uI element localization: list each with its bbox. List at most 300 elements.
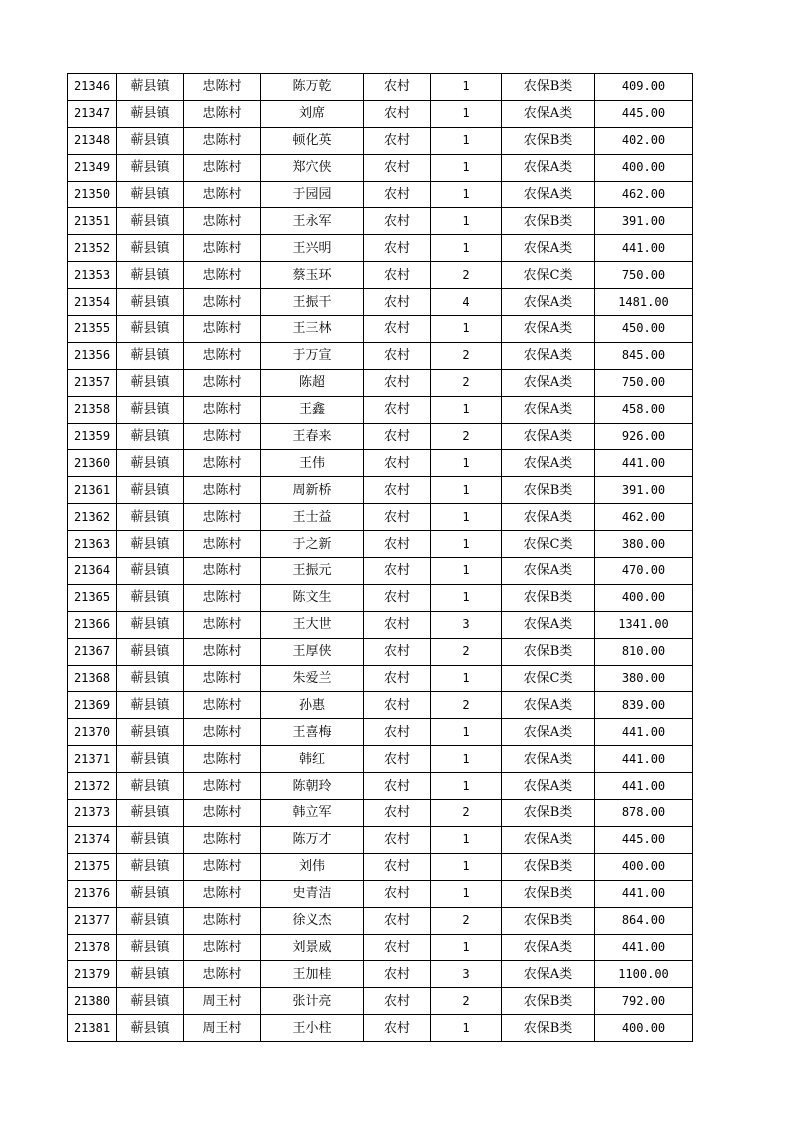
insurance-type-cell: 农保A类 <box>502 369 595 396</box>
table-row <box>68 584 693 611</box>
name-cell: 王鑫 <box>261 396 364 423</box>
serial-cell: 21374 <box>68 826 117 853</box>
village-cell: 周王村 <box>184 988 261 1015</box>
name-cell: 韩红 <box>261 746 364 773</box>
amount-cell: 1100.00 <box>595 961 693 988</box>
village-cell: 忠陈村 <box>184 719 261 746</box>
town-cell: 蕲县镇 <box>117 665 184 692</box>
town-cell: 蕲县镇 <box>117 423 184 450</box>
member-count-cell: 2 <box>431 907 502 934</box>
member-count-cell: 1 <box>431 934 502 961</box>
amount-cell: 810.00 <box>595 638 693 665</box>
table-row <box>68 342 693 369</box>
village-cell: 忠陈村 <box>184 74 261 101</box>
records-table <box>67 73 693 1042</box>
insurance-type-cell: 农保A类 <box>502 504 595 531</box>
member-count-cell: 1 <box>431 100 502 127</box>
name-cell: 史青洁 <box>261 880 364 907</box>
table-row <box>68 423 693 450</box>
insurance-type-cell: 农保A类 <box>502 934 595 961</box>
household-type-cell: 农村 <box>364 531 431 558</box>
member-count-cell: 1 <box>431 181 502 208</box>
insurance-type-cell: 农保A类 <box>502 961 595 988</box>
table-row <box>68 907 693 934</box>
table-row <box>68 746 693 773</box>
serial-cell: 21347 <box>68 100 117 127</box>
town-cell: 蕲县镇 <box>117 100 184 127</box>
village-cell: 忠陈村 <box>184 289 261 316</box>
member-count-cell: 1 <box>431 450 502 477</box>
member-count-cell: 2 <box>431 692 502 719</box>
household-type-cell: 农村 <box>364 692 431 719</box>
town-cell: 蕲县镇 <box>117 826 184 853</box>
insurance-type-cell: 农保B类 <box>502 208 595 235</box>
member-count-cell: 1 <box>431 853 502 880</box>
town-cell: 蕲县镇 <box>117 127 184 154</box>
name-cell: 徐义杰 <box>261 907 364 934</box>
name-cell: 于万宣 <box>261 342 364 369</box>
insurance-type-cell: 农保C类 <box>502 262 595 289</box>
amount-cell: 400.00 <box>595 154 693 181</box>
amount-cell: 380.00 <box>595 531 693 558</box>
amount-cell: 845.00 <box>595 342 693 369</box>
household-type-cell: 农村 <box>364 154 431 181</box>
serial-cell: 21379 <box>68 961 117 988</box>
table-row <box>68 477 693 504</box>
town-cell: 蕲县镇 <box>117 262 184 289</box>
town-cell: 蕲县镇 <box>117 450 184 477</box>
member-count-cell: 4 <box>431 289 502 316</box>
insurance-type-cell: 农保B类 <box>502 477 595 504</box>
table-row <box>68 262 693 289</box>
household-type-cell: 农村 <box>364 127 431 154</box>
name-cell: 王三林 <box>261 316 364 343</box>
name-cell: 孙惠 <box>261 692 364 719</box>
table-row <box>68 1015 693 1042</box>
household-type-cell: 农村 <box>364 316 431 343</box>
serial-cell: 21369 <box>68 692 117 719</box>
household-type-cell: 农村 <box>364 773 431 800</box>
table-row <box>68 531 693 558</box>
village-cell: 忠陈村 <box>184 369 261 396</box>
amount-cell: 792.00 <box>595 988 693 1015</box>
town-cell: 蕲县镇 <box>117 316 184 343</box>
name-cell: 陈万乾 <box>261 74 364 101</box>
insurance-type-cell: 农保A类 <box>502 558 595 585</box>
village-cell: 忠陈村 <box>184 423 261 450</box>
serial-cell: 21350 <box>68 181 117 208</box>
member-count-cell: 2 <box>431 262 502 289</box>
village-cell: 忠陈村 <box>184 558 261 585</box>
serial-cell: 21359 <box>68 423 117 450</box>
household-type-cell: 农村 <box>364 934 431 961</box>
town-cell: 蕲县镇 <box>117 907 184 934</box>
member-count-cell: 2 <box>431 342 502 369</box>
member-count-cell: 2 <box>431 800 502 827</box>
serial-cell: 21377 <box>68 907 117 934</box>
amount-cell: 400.00 <box>595 584 693 611</box>
town-cell: 蕲县镇 <box>117 181 184 208</box>
town-cell: 蕲县镇 <box>117 988 184 1015</box>
name-cell: 于园园 <box>261 181 364 208</box>
household-type-cell: 农村 <box>364 826 431 853</box>
insurance-type-cell: 农保B类 <box>502 907 595 934</box>
name-cell: 张计亮 <box>261 988 364 1015</box>
amount-cell: 441.00 <box>595 773 693 800</box>
serial-cell: 21349 <box>68 154 117 181</box>
village-cell: 忠陈村 <box>184 235 261 262</box>
serial-cell: 21371 <box>68 746 117 773</box>
town-cell: 蕲县镇 <box>117 235 184 262</box>
amount-cell: 441.00 <box>595 880 693 907</box>
amount-cell: 864.00 <box>595 907 693 934</box>
member-count-cell: 1 <box>431 746 502 773</box>
name-cell: 王加桂 <box>261 961 364 988</box>
town-cell: 蕲县镇 <box>117 154 184 181</box>
village-cell: 周王村 <box>184 1015 261 1042</box>
village-cell: 忠陈村 <box>184 127 261 154</box>
table-row <box>68 611 693 638</box>
insurance-type-cell: 农保A类 <box>502 423 595 450</box>
town-cell: 蕲县镇 <box>117 692 184 719</box>
town-cell: 蕲县镇 <box>117 531 184 558</box>
table-row <box>68 100 693 127</box>
table-row <box>68 396 693 423</box>
insurance-type-cell: 农保B类 <box>502 638 595 665</box>
amount-cell: 380.00 <box>595 665 693 692</box>
serial-cell: 21351 <box>68 208 117 235</box>
village-cell: 忠陈村 <box>184 450 261 477</box>
insurance-type-cell: 农保A类 <box>502 154 595 181</box>
member-count-cell: 1 <box>431 880 502 907</box>
amount-cell: 400.00 <box>595 853 693 880</box>
table-row <box>68 773 693 800</box>
member-count-cell: 1 <box>431 773 502 800</box>
insurance-type-cell: 农保A类 <box>502 692 595 719</box>
member-count-cell: 2 <box>431 988 502 1015</box>
table-row <box>68 127 693 154</box>
town-cell: 蕲县镇 <box>117 342 184 369</box>
household-type-cell: 农村 <box>364 262 431 289</box>
member-count-cell: 1 <box>431 316 502 343</box>
serial-cell: 21368 <box>68 665 117 692</box>
town-cell: 蕲县镇 <box>117 746 184 773</box>
table-row <box>68 719 693 746</box>
amount-cell: 750.00 <box>595 369 693 396</box>
insurance-type-cell: 农保B类 <box>502 1015 595 1042</box>
table-row <box>68 208 693 235</box>
amount-cell: 445.00 <box>595 826 693 853</box>
name-cell: 王喜梅 <box>261 719 364 746</box>
village-cell: 忠陈村 <box>184 262 261 289</box>
household-type-cell: 农村 <box>364 181 431 208</box>
village-cell: 忠陈村 <box>184 181 261 208</box>
insurance-type-cell: 农保B类 <box>502 74 595 101</box>
serial-cell: 21381 <box>68 1015 117 1042</box>
amount-cell: 445.00 <box>595 100 693 127</box>
table-row <box>68 558 693 585</box>
insurance-type-cell: 农保A类 <box>502 396 595 423</box>
town-cell: 蕲县镇 <box>117 504 184 531</box>
serial-cell: 21362 <box>68 504 117 531</box>
serial-cell: 21346 <box>68 74 117 101</box>
village-cell: 忠陈村 <box>184 746 261 773</box>
insurance-type-cell: 农保B类 <box>502 988 595 1015</box>
table-row <box>68 665 693 692</box>
table-row <box>68 826 693 853</box>
household-type-cell: 农村 <box>364 746 431 773</box>
serial-cell: 21355 <box>68 316 117 343</box>
household-type-cell: 农村 <box>364 342 431 369</box>
member-count-cell: 1 <box>431 558 502 585</box>
table-row <box>68 504 693 531</box>
table-body <box>68 74 693 1042</box>
insurance-type-cell: 农保B类 <box>502 853 595 880</box>
serial-cell: 21348 <box>68 127 117 154</box>
insurance-type-cell: 农保A类 <box>502 181 595 208</box>
town-cell: 蕲县镇 <box>117 558 184 585</box>
name-cell: 蔡玉环 <box>261 262 364 289</box>
name-cell: 陈万才 <box>261 826 364 853</box>
village-cell: 忠陈村 <box>184 800 261 827</box>
name-cell: 王振元 <box>261 558 364 585</box>
household-type-cell: 农村 <box>364 477 431 504</box>
village-cell: 忠陈村 <box>184 342 261 369</box>
name-cell: 周新桥 <box>261 477 364 504</box>
serial-cell: 21357 <box>68 369 117 396</box>
member-count-cell: 3 <box>431 611 502 638</box>
amount-cell: 926.00 <box>595 423 693 450</box>
name-cell: 顿化英 <box>261 127 364 154</box>
table-row <box>68 961 693 988</box>
village-cell: 忠陈村 <box>184 477 261 504</box>
serial-cell: 21375 <box>68 853 117 880</box>
village-cell: 忠陈村 <box>184 611 261 638</box>
name-cell: 郑穴侠 <box>261 154 364 181</box>
household-type-cell: 农村 <box>364 719 431 746</box>
serial-cell: 21367 <box>68 638 117 665</box>
amount-cell: 1341.00 <box>595 611 693 638</box>
amount-cell: 839.00 <box>595 692 693 719</box>
member-count-cell: 2 <box>431 369 502 396</box>
insurance-type-cell: 农保B类 <box>502 584 595 611</box>
member-count-cell: 1 <box>431 1015 502 1042</box>
table-row <box>68 369 693 396</box>
serial-cell: 21378 <box>68 934 117 961</box>
household-type-cell: 农村 <box>364 369 431 396</box>
member-count-cell: 1 <box>431 504 502 531</box>
table-row <box>68 800 693 827</box>
table-row <box>68 692 693 719</box>
household-type-cell: 农村 <box>364 800 431 827</box>
household-type-cell: 农村 <box>364 208 431 235</box>
name-cell: 韩立军 <box>261 800 364 827</box>
name-cell: 陈文生 <box>261 584 364 611</box>
amount-cell: 441.00 <box>595 719 693 746</box>
serial-cell: 21366 <box>68 611 117 638</box>
town-cell: 蕲县镇 <box>117 584 184 611</box>
village-cell: 忠陈村 <box>184 504 261 531</box>
serial-cell: 21356 <box>68 342 117 369</box>
household-type-cell: 农村 <box>364 880 431 907</box>
name-cell: 王士益 <box>261 504 364 531</box>
member-count-cell: 1 <box>431 665 502 692</box>
table-row <box>68 880 693 907</box>
town-cell: 蕲县镇 <box>117 611 184 638</box>
member-count-cell: 1 <box>431 208 502 235</box>
member-count-cell: 1 <box>431 584 502 611</box>
insurance-type-cell: 农保B类 <box>502 800 595 827</box>
name-cell: 刘景威 <box>261 934 364 961</box>
household-type-cell: 农村 <box>364 74 431 101</box>
household-type-cell: 农村 <box>364 961 431 988</box>
table-row <box>68 316 693 343</box>
amount-cell: 441.00 <box>595 746 693 773</box>
serial-cell: 21352 <box>68 235 117 262</box>
amount-cell: 441.00 <box>595 450 693 477</box>
village-cell: 忠陈村 <box>184 907 261 934</box>
member-count-cell: 1 <box>431 74 502 101</box>
name-cell: 王大世 <box>261 611 364 638</box>
name-cell: 王兴明 <box>261 235 364 262</box>
name-cell: 王厚侠 <box>261 638 364 665</box>
village-cell: 忠陈村 <box>184 638 261 665</box>
member-count-cell: 1 <box>431 127 502 154</box>
insurance-type-cell: 农保A类 <box>502 826 595 853</box>
insurance-type-cell: 农保A类 <box>502 289 595 316</box>
amount-cell: 450.00 <box>595 316 693 343</box>
amount-cell: 391.00 <box>595 208 693 235</box>
town-cell: 蕲县镇 <box>117 961 184 988</box>
name-cell: 于之新 <box>261 531 364 558</box>
serial-cell: 21364 <box>68 558 117 585</box>
town-cell: 蕲县镇 <box>117 208 184 235</box>
village-cell: 忠陈村 <box>184 531 261 558</box>
town-cell: 蕲县镇 <box>117 289 184 316</box>
insurance-type-cell: 农保A类 <box>502 746 595 773</box>
village-cell: 忠陈村 <box>184 826 261 853</box>
village-cell: 忠陈村 <box>184 396 261 423</box>
serial-cell: 21360 <box>68 450 117 477</box>
name-cell: 陈超 <box>261 369 364 396</box>
village-cell: 忠陈村 <box>184 853 261 880</box>
name-cell: 王小柱 <box>261 1015 364 1042</box>
town-cell: 蕲县镇 <box>117 638 184 665</box>
town-cell: 蕲县镇 <box>117 369 184 396</box>
table-row <box>68 853 693 880</box>
member-count-cell: 2 <box>431 423 502 450</box>
household-type-cell: 农村 <box>364 638 431 665</box>
amount-cell: 878.00 <box>595 800 693 827</box>
household-type-cell: 农村 <box>364 396 431 423</box>
name-cell: 王永军 <box>261 208 364 235</box>
serial-cell: 21358 <box>68 396 117 423</box>
table-row <box>68 289 693 316</box>
amount-cell: 470.00 <box>595 558 693 585</box>
name-cell: 刘席 <box>261 100 364 127</box>
insurance-type-cell: 农保A类 <box>502 773 595 800</box>
town-cell: 蕲县镇 <box>117 1015 184 1042</box>
table-row <box>68 154 693 181</box>
village-cell: 忠陈村 <box>184 880 261 907</box>
village-cell: 忠陈村 <box>184 961 261 988</box>
insurance-type-cell: 农保C类 <box>502 531 595 558</box>
insurance-type-cell: 农保C类 <box>502 665 595 692</box>
serial-cell: 21372 <box>68 773 117 800</box>
household-type-cell: 农村 <box>364 611 431 638</box>
village-cell: 忠陈村 <box>184 208 261 235</box>
town-cell: 蕲县镇 <box>117 934 184 961</box>
amount-cell: 441.00 <box>595 934 693 961</box>
amount-cell: 400.00 <box>595 1015 693 1042</box>
amount-cell: 750.00 <box>595 262 693 289</box>
insurance-type-cell: 农保A类 <box>502 235 595 262</box>
name-cell: 刘伟 <box>261 853 364 880</box>
insurance-type-cell: 农保A类 <box>502 100 595 127</box>
member-count-cell: 1 <box>431 826 502 853</box>
household-type-cell: 农村 <box>364 665 431 692</box>
serial-cell: 21365 <box>68 584 117 611</box>
table-row <box>68 988 693 1015</box>
member-count-cell: 1 <box>431 477 502 504</box>
name-cell: 王春来 <box>261 423 364 450</box>
village-cell: 忠陈村 <box>184 100 261 127</box>
town-cell: 蕲县镇 <box>117 74 184 101</box>
town-cell: 蕲县镇 <box>117 773 184 800</box>
name-cell: 王振干 <box>261 289 364 316</box>
amount-cell: 1481.00 <box>595 289 693 316</box>
household-type-cell: 农村 <box>364 907 431 934</box>
member-count-cell: 3 <box>431 961 502 988</box>
insurance-type-cell: 农保A类 <box>502 316 595 343</box>
village-cell: 忠陈村 <box>184 316 261 343</box>
insurance-type-cell: 农保A类 <box>502 719 595 746</box>
amount-cell: 462.00 <box>595 504 693 531</box>
name-cell: 朱爱兰 <box>261 665 364 692</box>
serial-cell: 21376 <box>68 880 117 907</box>
village-cell: 忠陈村 <box>184 584 261 611</box>
serial-cell: 21380 <box>68 988 117 1015</box>
village-cell: 忠陈村 <box>184 934 261 961</box>
serial-cell: 21354 <box>68 289 117 316</box>
serial-cell: 21373 <box>68 800 117 827</box>
insurance-type-cell: 农保B类 <box>502 127 595 154</box>
member-count-cell: 1 <box>431 719 502 746</box>
amount-cell: 402.00 <box>595 127 693 154</box>
member-count-cell: 1 <box>431 531 502 558</box>
household-type-cell: 农村 <box>364 558 431 585</box>
name-cell: 陈朝玲 <box>261 773 364 800</box>
table-row <box>68 638 693 665</box>
household-type-cell: 农村 <box>364 450 431 477</box>
village-cell: 忠陈村 <box>184 773 261 800</box>
table-row <box>68 181 693 208</box>
town-cell: 蕲县镇 <box>117 880 184 907</box>
household-type-cell: 农村 <box>364 853 431 880</box>
table-row <box>68 450 693 477</box>
member-count-cell: 1 <box>431 396 502 423</box>
insurance-type-cell: 农保B类 <box>502 880 595 907</box>
amount-cell: 409.00 <box>595 74 693 101</box>
serial-cell: 21353 <box>68 262 117 289</box>
member-count-cell: 1 <box>431 235 502 262</box>
table-row <box>68 934 693 961</box>
village-cell: 忠陈村 <box>184 154 261 181</box>
household-type-cell: 农村 <box>364 235 431 262</box>
insurance-type-cell: 农保A类 <box>502 342 595 369</box>
town-cell: 蕲县镇 <box>117 396 184 423</box>
household-type-cell: 农村 <box>364 504 431 531</box>
